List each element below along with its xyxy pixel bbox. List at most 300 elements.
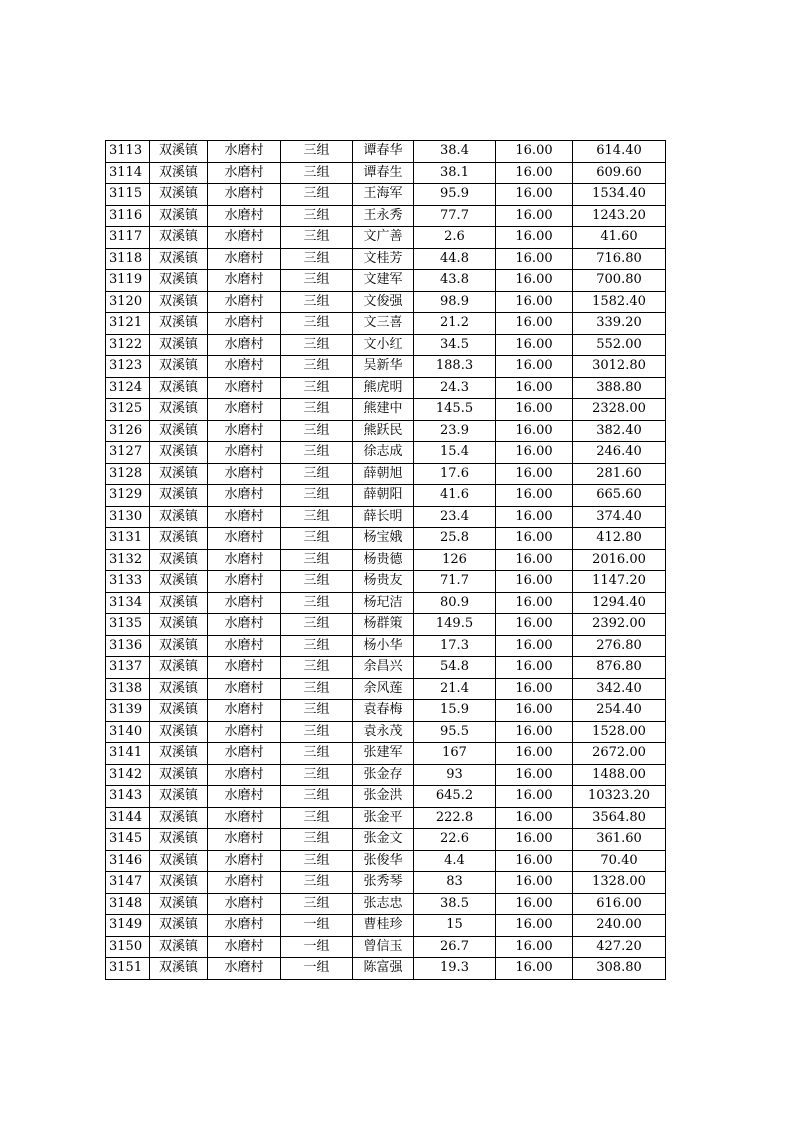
village-cell: 水磨村 bbox=[208, 915, 281, 937]
amount-cell: 665.60 bbox=[573, 485, 666, 507]
row-number-cell: 3121 bbox=[106, 313, 150, 335]
row-number-cell: 3118 bbox=[106, 248, 150, 270]
group-cell: 三组 bbox=[281, 442, 353, 464]
name-cell: 杨贵德 bbox=[353, 549, 414, 571]
table-row bbox=[106, 743, 666, 765]
name-cell: 文三喜 bbox=[353, 313, 414, 335]
group-cell: 三组 bbox=[281, 420, 353, 442]
table-row bbox=[106, 635, 666, 657]
name-cell: 袁永茂 bbox=[353, 721, 414, 743]
table-row bbox=[106, 528, 666, 550]
row-number-cell: 3149 bbox=[106, 915, 150, 937]
price-cell: 16.00 bbox=[496, 227, 573, 249]
data-table bbox=[105, 140, 666, 980]
group-cell: 三组 bbox=[281, 334, 353, 356]
group-cell: 三组 bbox=[281, 313, 353, 335]
area-cell: 222.8 bbox=[414, 807, 496, 829]
amount-cell: 339.20 bbox=[573, 313, 666, 335]
amount-cell: 1534.40 bbox=[573, 184, 666, 206]
table-row bbox=[106, 829, 666, 851]
group-cell: 三组 bbox=[281, 614, 353, 636]
amount-cell: 70.40 bbox=[573, 850, 666, 872]
name-cell: 张金平 bbox=[353, 807, 414, 829]
table-row bbox=[106, 463, 666, 485]
group-cell: 三组 bbox=[281, 356, 353, 378]
area-cell: 17.6 bbox=[414, 463, 496, 485]
row-number-cell: 3115 bbox=[106, 184, 150, 206]
town-cell: 双溪镇 bbox=[150, 205, 208, 227]
price-cell: 16.00 bbox=[496, 829, 573, 851]
town-cell: 双溪镇 bbox=[150, 334, 208, 356]
name-cell: 杨贵友 bbox=[353, 571, 414, 593]
row-number-cell: 3140 bbox=[106, 721, 150, 743]
table-row bbox=[106, 334, 666, 356]
amount-cell: 388.80 bbox=[573, 377, 666, 399]
row-number-cell: 3145 bbox=[106, 829, 150, 851]
name-cell: 张俊华 bbox=[353, 850, 414, 872]
price-cell: 16.00 bbox=[496, 592, 573, 614]
area-cell: 71.7 bbox=[414, 571, 496, 593]
name-cell: 王海军 bbox=[353, 184, 414, 206]
price-cell: 16.00 bbox=[496, 313, 573, 335]
amount-cell: 3564.80 bbox=[573, 807, 666, 829]
price-cell: 16.00 bbox=[496, 399, 573, 421]
price-cell: 16.00 bbox=[496, 549, 573, 571]
town-cell: 双溪镇 bbox=[150, 614, 208, 636]
town-cell: 双溪镇 bbox=[150, 829, 208, 851]
name-cell: 张金存 bbox=[353, 764, 414, 786]
amount-cell: 1147.20 bbox=[573, 571, 666, 593]
amount-cell: 1528.00 bbox=[573, 721, 666, 743]
town-cell: 双溪镇 bbox=[150, 313, 208, 335]
amount-cell: 254.40 bbox=[573, 700, 666, 722]
area-cell: 80.9 bbox=[414, 592, 496, 614]
group-cell: 一组 bbox=[281, 915, 353, 937]
price-cell: 16.00 bbox=[496, 807, 573, 829]
price-cell: 16.00 bbox=[496, 700, 573, 722]
area-cell: 77.7 bbox=[414, 205, 496, 227]
amount-cell: 700.80 bbox=[573, 270, 666, 292]
table-row bbox=[106, 205, 666, 227]
row-number-cell: 3146 bbox=[106, 850, 150, 872]
group-cell: 三组 bbox=[281, 743, 353, 765]
price-cell: 16.00 bbox=[496, 743, 573, 765]
village-cell: 水磨村 bbox=[208, 442, 281, 464]
row-number-cell: 3133 bbox=[106, 571, 150, 593]
area-cell: 23.9 bbox=[414, 420, 496, 442]
area-cell: 167 bbox=[414, 743, 496, 765]
group-cell: 三组 bbox=[281, 184, 353, 206]
table-row bbox=[106, 592, 666, 614]
town-cell: 双溪镇 bbox=[150, 420, 208, 442]
village-cell: 水磨村 bbox=[208, 958, 281, 980]
name-cell: 张志忠 bbox=[353, 893, 414, 915]
row-number-cell: 3124 bbox=[106, 377, 150, 399]
table-row bbox=[106, 291, 666, 313]
table-row bbox=[106, 485, 666, 507]
area-cell: 21.4 bbox=[414, 678, 496, 700]
name-cell: 余风莲 bbox=[353, 678, 414, 700]
row-number-cell: 3144 bbox=[106, 807, 150, 829]
area-cell: 149.5 bbox=[414, 614, 496, 636]
area-cell: 44.8 bbox=[414, 248, 496, 270]
price-cell: 16.00 bbox=[496, 291, 573, 313]
price-cell: 16.00 bbox=[496, 657, 573, 679]
amount-cell: 616.00 bbox=[573, 893, 666, 915]
table-row bbox=[106, 700, 666, 722]
town-cell: 双溪镇 bbox=[150, 635, 208, 657]
table-row bbox=[106, 227, 666, 249]
name-cell: 熊虎明 bbox=[353, 377, 414, 399]
village-cell: 水磨村 bbox=[208, 141, 281, 163]
town-cell: 双溪镇 bbox=[150, 893, 208, 915]
table-row bbox=[106, 377, 666, 399]
price-cell: 16.00 bbox=[496, 571, 573, 593]
price-cell: 16.00 bbox=[496, 485, 573, 507]
area-cell: 15 bbox=[414, 915, 496, 937]
amount-cell: 10323.20 bbox=[573, 786, 666, 808]
name-cell: 杨小华 bbox=[353, 635, 414, 657]
table-row bbox=[106, 936, 666, 958]
group-cell: 三组 bbox=[281, 506, 353, 528]
amount-cell: 876.80 bbox=[573, 657, 666, 679]
area-cell: 54.8 bbox=[414, 657, 496, 679]
name-cell: 吴新华 bbox=[353, 356, 414, 378]
price-cell: 16.00 bbox=[496, 614, 573, 636]
amount-cell: 2016.00 bbox=[573, 549, 666, 571]
village-cell: 水磨村 bbox=[208, 657, 281, 679]
name-cell: 文俊强 bbox=[353, 291, 414, 313]
town-cell: 双溪镇 bbox=[150, 571, 208, 593]
village-cell: 水磨村 bbox=[208, 184, 281, 206]
area-cell: 98.9 bbox=[414, 291, 496, 313]
amount-cell: 41.60 bbox=[573, 227, 666, 249]
row-number-cell: 3122 bbox=[106, 334, 150, 356]
name-cell: 文建军 bbox=[353, 270, 414, 292]
row-number-cell: 3143 bbox=[106, 786, 150, 808]
name-cell: 文桂芳 bbox=[353, 248, 414, 270]
price-cell: 16.00 bbox=[496, 141, 573, 163]
village-cell: 水磨村 bbox=[208, 420, 281, 442]
village-cell: 水磨村 bbox=[208, 721, 281, 743]
price-cell: 16.00 bbox=[496, 678, 573, 700]
table-row bbox=[106, 721, 666, 743]
town-cell: 双溪镇 bbox=[150, 872, 208, 894]
village-cell: 水磨村 bbox=[208, 700, 281, 722]
area-cell: 38.4 bbox=[414, 141, 496, 163]
name-cell: 张建军 bbox=[353, 743, 414, 765]
area-cell: 34.5 bbox=[414, 334, 496, 356]
area-cell: 15.4 bbox=[414, 442, 496, 464]
amount-cell: 2328.00 bbox=[573, 399, 666, 421]
town-cell: 双溪镇 bbox=[150, 399, 208, 421]
area-cell: 2.6 bbox=[414, 227, 496, 249]
row-number-cell: 3139 bbox=[106, 700, 150, 722]
name-cell: 徐志成 bbox=[353, 442, 414, 464]
table-row bbox=[106, 248, 666, 270]
table-row bbox=[106, 313, 666, 335]
area-cell: 126 bbox=[414, 549, 496, 571]
name-cell: 熊跃民 bbox=[353, 420, 414, 442]
price-cell: 16.00 bbox=[496, 248, 573, 270]
price-cell: 16.00 bbox=[496, 356, 573, 378]
area-cell: 21.2 bbox=[414, 313, 496, 335]
area-cell: 145.5 bbox=[414, 399, 496, 421]
village-cell: 水磨村 bbox=[208, 334, 281, 356]
row-number-cell: 3148 bbox=[106, 893, 150, 915]
table-row bbox=[106, 141, 666, 163]
row-number-cell: 3137 bbox=[106, 657, 150, 679]
group-cell: 三组 bbox=[281, 764, 353, 786]
table-row bbox=[106, 958, 666, 980]
row-number-cell: 3120 bbox=[106, 291, 150, 313]
amount-cell: 281.60 bbox=[573, 463, 666, 485]
row-number-cell: 3128 bbox=[106, 463, 150, 485]
town-cell: 双溪镇 bbox=[150, 850, 208, 872]
group-cell: 三组 bbox=[281, 571, 353, 593]
area-cell: 38.5 bbox=[414, 893, 496, 915]
table-row bbox=[106, 549, 666, 571]
group-cell: 三组 bbox=[281, 807, 353, 829]
village-cell: 水磨村 bbox=[208, 313, 281, 335]
area-cell: 26.7 bbox=[414, 936, 496, 958]
row-number-cell: 3135 bbox=[106, 614, 150, 636]
name-cell: 文广善 bbox=[353, 227, 414, 249]
group-cell: 三组 bbox=[281, 829, 353, 851]
price-cell: 16.00 bbox=[496, 936, 573, 958]
table-row bbox=[106, 807, 666, 829]
row-number-cell: 3125 bbox=[106, 399, 150, 421]
price-cell: 16.00 bbox=[496, 872, 573, 894]
village-cell: 水磨村 bbox=[208, 162, 281, 184]
area-cell: 38.1 bbox=[414, 162, 496, 184]
table-row bbox=[106, 614, 666, 636]
group-cell: 三组 bbox=[281, 549, 353, 571]
group-cell: 三组 bbox=[281, 700, 353, 722]
row-number-cell: 3130 bbox=[106, 506, 150, 528]
town-cell: 双溪镇 bbox=[150, 549, 208, 571]
price-cell: 16.00 bbox=[496, 270, 573, 292]
price-cell: 16.00 bbox=[496, 334, 573, 356]
group-cell: 三组 bbox=[281, 248, 353, 270]
amount-cell: 246.40 bbox=[573, 442, 666, 464]
name-cell: 曹桂珍 bbox=[353, 915, 414, 937]
village-cell: 水磨村 bbox=[208, 571, 281, 593]
table-row bbox=[106, 399, 666, 421]
row-number-cell: 3127 bbox=[106, 442, 150, 464]
area-cell: 41.6 bbox=[414, 485, 496, 507]
name-cell: 杨群策 bbox=[353, 614, 414, 636]
row-number-cell: 3151 bbox=[106, 958, 150, 980]
price-cell: 16.00 bbox=[496, 162, 573, 184]
table-row bbox=[106, 872, 666, 894]
area-cell: 43.8 bbox=[414, 270, 496, 292]
amount-cell: 276.80 bbox=[573, 635, 666, 657]
town-cell: 双溪镇 bbox=[150, 936, 208, 958]
town-cell: 双溪镇 bbox=[150, 657, 208, 679]
price-cell: 16.00 bbox=[496, 958, 573, 980]
row-number-cell: 3116 bbox=[106, 205, 150, 227]
amount-cell: 342.40 bbox=[573, 678, 666, 700]
village-cell: 水磨村 bbox=[208, 936, 281, 958]
amount-cell: 1582.40 bbox=[573, 291, 666, 313]
table-row bbox=[106, 893, 666, 915]
name-cell: 曾信玉 bbox=[353, 936, 414, 958]
amount-cell: 382.40 bbox=[573, 420, 666, 442]
amount-cell: 716.80 bbox=[573, 248, 666, 270]
table-row bbox=[106, 162, 666, 184]
group-cell: 三组 bbox=[281, 592, 353, 614]
row-number-cell: 3126 bbox=[106, 420, 150, 442]
group-cell: 三组 bbox=[281, 721, 353, 743]
area-cell: 15.9 bbox=[414, 700, 496, 722]
price-cell: 16.00 bbox=[496, 184, 573, 206]
group-cell: 三组 bbox=[281, 635, 353, 657]
price-cell: 16.00 bbox=[496, 764, 573, 786]
price-cell: 16.00 bbox=[496, 850, 573, 872]
town-cell: 双溪镇 bbox=[150, 743, 208, 765]
town-cell: 双溪镇 bbox=[150, 721, 208, 743]
amount-cell: 1488.00 bbox=[573, 764, 666, 786]
group-cell: 三组 bbox=[281, 872, 353, 894]
village-cell: 水磨村 bbox=[208, 248, 281, 270]
name-cell: 熊建中 bbox=[353, 399, 414, 421]
row-number-cell: 3132 bbox=[106, 549, 150, 571]
group-cell: 三组 bbox=[281, 227, 353, 249]
area-cell: 95.5 bbox=[414, 721, 496, 743]
row-number-cell: 3117 bbox=[106, 227, 150, 249]
town-cell: 双溪镇 bbox=[150, 528, 208, 550]
town-cell: 双溪镇 bbox=[150, 463, 208, 485]
amount-cell: 240.00 bbox=[573, 915, 666, 937]
town-cell: 双溪镇 bbox=[150, 485, 208, 507]
table-row bbox=[106, 356, 666, 378]
price-cell: 16.00 bbox=[496, 442, 573, 464]
group-cell: 三组 bbox=[281, 205, 353, 227]
table-row bbox=[106, 184, 666, 206]
row-number-cell: 3150 bbox=[106, 936, 150, 958]
village-cell: 水磨村 bbox=[208, 872, 281, 894]
village-cell: 水磨村 bbox=[208, 743, 281, 765]
village-cell: 水磨村 bbox=[208, 635, 281, 657]
name-cell: 薛朝旭 bbox=[353, 463, 414, 485]
town-cell: 双溪镇 bbox=[150, 786, 208, 808]
price-cell: 16.00 bbox=[496, 420, 573, 442]
village-cell: 水磨村 bbox=[208, 807, 281, 829]
row-number-cell: 3119 bbox=[106, 270, 150, 292]
row-number-cell: 3129 bbox=[106, 485, 150, 507]
town-cell: 双溪镇 bbox=[150, 807, 208, 829]
table-row bbox=[106, 915, 666, 937]
amount-cell: 1243.20 bbox=[573, 205, 666, 227]
price-cell: 16.00 bbox=[496, 635, 573, 657]
name-cell: 薛长明 bbox=[353, 506, 414, 528]
name-cell: 余昌兴 bbox=[353, 657, 414, 679]
price-cell: 16.00 bbox=[496, 893, 573, 915]
area-cell: 23.4 bbox=[414, 506, 496, 528]
amount-cell: 614.40 bbox=[573, 141, 666, 163]
price-cell: 16.00 bbox=[496, 915, 573, 937]
group-cell: 三组 bbox=[281, 657, 353, 679]
group-cell: 三组 bbox=[281, 463, 353, 485]
town-cell: 双溪镇 bbox=[150, 184, 208, 206]
table-row bbox=[106, 506, 666, 528]
village-cell: 水磨村 bbox=[208, 678, 281, 700]
name-cell: 文小红 bbox=[353, 334, 414, 356]
village-cell: 水磨村 bbox=[208, 850, 281, 872]
area-cell: 17.3 bbox=[414, 635, 496, 657]
town-cell: 双溪镇 bbox=[150, 764, 208, 786]
row-number-cell: 3142 bbox=[106, 764, 150, 786]
name-cell: 陈富强 bbox=[353, 958, 414, 980]
group-cell: 三组 bbox=[281, 399, 353, 421]
price-cell: 16.00 bbox=[496, 463, 573, 485]
table-row bbox=[106, 571, 666, 593]
group-cell: 三组 bbox=[281, 141, 353, 163]
row-number-cell: 3138 bbox=[106, 678, 150, 700]
row-number-cell: 3131 bbox=[106, 528, 150, 550]
table-row bbox=[106, 678, 666, 700]
town-cell: 双溪镇 bbox=[150, 248, 208, 270]
village-cell: 水磨村 bbox=[208, 377, 281, 399]
group-cell: 三组 bbox=[281, 678, 353, 700]
amount-cell: 374.40 bbox=[573, 506, 666, 528]
table-row bbox=[106, 270, 666, 292]
name-cell: 谭春生 bbox=[353, 162, 414, 184]
price-cell: 16.00 bbox=[496, 528, 573, 550]
area-cell: 95.9 bbox=[414, 184, 496, 206]
amount-cell: 552.00 bbox=[573, 334, 666, 356]
area-cell: 645.2 bbox=[414, 786, 496, 808]
area-cell: 22.6 bbox=[414, 829, 496, 851]
amount-cell: 1328.00 bbox=[573, 872, 666, 894]
name-cell: 张秀琴 bbox=[353, 872, 414, 894]
table-row bbox=[106, 420, 666, 442]
village-cell: 水磨村 bbox=[208, 786, 281, 808]
amount-cell: 609.60 bbox=[573, 162, 666, 184]
row-number-cell: 3114 bbox=[106, 162, 150, 184]
area-cell: 188.3 bbox=[414, 356, 496, 378]
town-cell: 双溪镇 bbox=[150, 678, 208, 700]
group-cell: 三组 bbox=[281, 162, 353, 184]
price-cell: 16.00 bbox=[496, 205, 573, 227]
group-cell: 三组 bbox=[281, 850, 353, 872]
village-cell: 水磨村 bbox=[208, 829, 281, 851]
amount-cell: 361.60 bbox=[573, 829, 666, 851]
name-cell: 杨宝娥 bbox=[353, 528, 414, 550]
village-cell: 水磨村 bbox=[208, 463, 281, 485]
town-cell: 双溪镇 bbox=[150, 442, 208, 464]
village-cell: 水磨村 bbox=[208, 356, 281, 378]
town-cell: 双溪镇 bbox=[150, 291, 208, 313]
row-number-cell: 3147 bbox=[106, 872, 150, 894]
town-cell: 双溪镇 bbox=[150, 377, 208, 399]
town-cell: 双溪镇 bbox=[150, 700, 208, 722]
price-cell: 16.00 bbox=[496, 786, 573, 808]
town-cell: 双溪镇 bbox=[150, 506, 208, 528]
area-cell: 93 bbox=[414, 764, 496, 786]
village-cell: 水磨村 bbox=[208, 291, 281, 313]
town-cell: 双溪镇 bbox=[150, 270, 208, 292]
name-cell: 谭春华 bbox=[353, 141, 414, 163]
table-row bbox=[106, 786, 666, 808]
row-number-cell: 3134 bbox=[106, 592, 150, 614]
village-cell: 水磨村 bbox=[208, 227, 281, 249]
table-row bbox=[106, 850, 666, 872]
village-cell: 水磨村 bbox=[208, 893, 281, 915]
town-cell: 双溪镇 bbox=[150, 356, 208, 378]
table-row bbox=[106, 657, 666, 679]
